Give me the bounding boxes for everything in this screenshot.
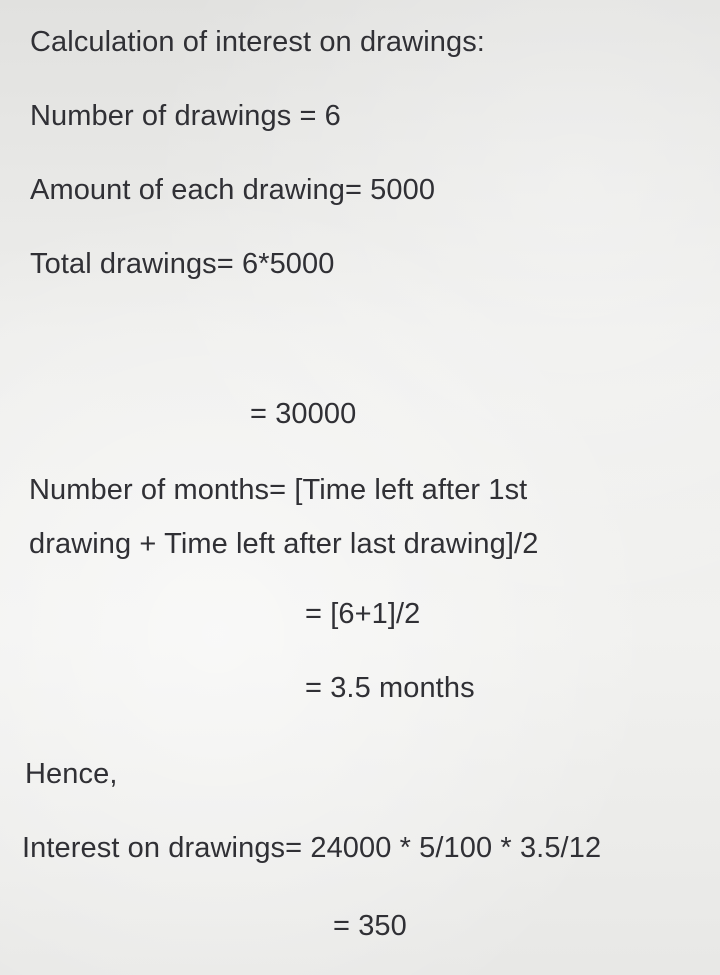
interest-result: = 350	[333, 910, 407, 942]
amount-each-drawing-line: Amount of each drawing= 5000	[30, 174, 436, 206]
interest-formula-line: Interest on drawings= 24000 * 5/100 * 3.5/12	[22, 832, 602, 864]
number-of-months-line-1: Number of months= [Time left after 1st	[29, 474, 528, 506]
total-drawings-line: Total drawings= 6*5000	[30, 248, 335, 280]
months-result: = 3.5 months	[305, 672, 475, 704]
total-drawings-result: = 30000	[250, 398, 357, 430]
months-formula-step: = [6+1]/2	[305, 598, 421, 630]
heading-calculation: Calculation of interest on drawings:	[30, 26, 485, 58]
hence-label: Hence,	[25, 758, 118, 790]
number-of-drawings-line: Number of drawings = 6	[30, 100, 341, 132]
number-of-months-line-2: drawing + Time left after last drawing]/2	[29, 528, 539, 560]
